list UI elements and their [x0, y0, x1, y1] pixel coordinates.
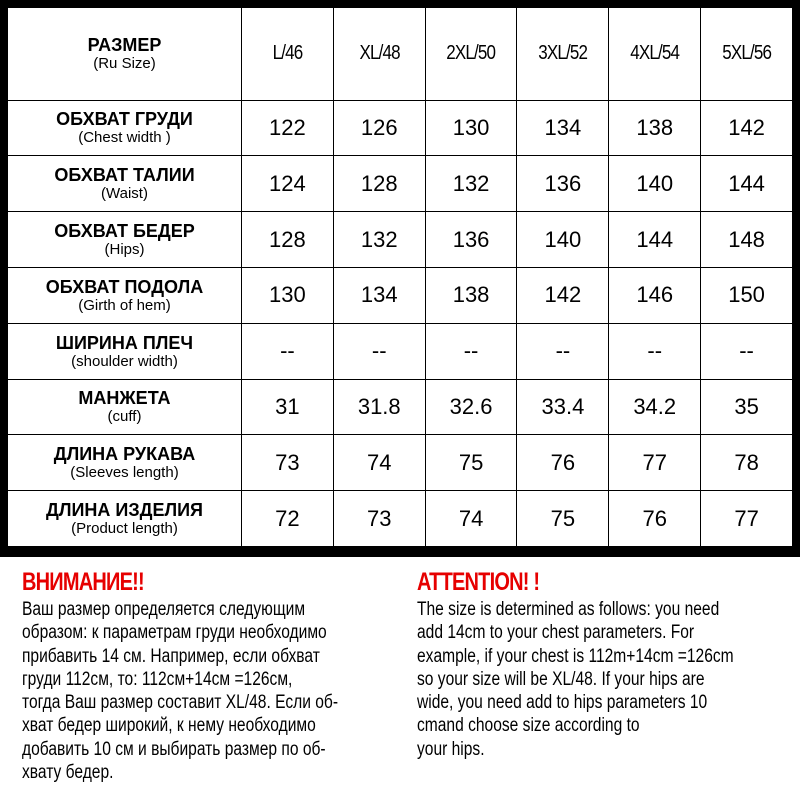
size-header [701, 8, 793, 101]
row-label-ru: МАНЖЕТА [78, 388, 171, 409]
value-cell: 132 [333, 212, 425, 268]
value-cell: 32.6 [425, 379, 517, 435]
value-cell: 128 [242, 212, 334, 268]
row-label-ru: ОБХВАТ ТАЛИИ [54, 165, 195, 186]
value-cell: 31.8 [333, 379, 425, 435]
row-label-cell [8, 100, 242, 156]
value-cell: -- [425, 323, 517, 379]
note-ru-title: ВНИМАНИЕ!! [22, 568, 144, 596]
value-cell: 138 [609, 100, 701, 156]
row-label-en: (Sleeves length) [70, 464, 179, 482]
size-label: L/46 [272, 42, 303, 65]
value-cell: 134 [517, 100, 609, 156]
value-cell: 142 [701, 100, 793, 156]
value-cell: 77 [701, 491, 793, 547]
value-cell: -- [609, 323, 701, 379]
note-russian [22, 566, 407, 784]
row-label-en: (Chest width ) [78, 129, 171, 147]
value-cell: 130 [242, 267, 334, 323]
value-cell: 146 [609, 267, 701, 323]
header-en: (Ru Size) [93, 55, 156, 73]
header-label-cell [8, 8, 242, 101]
note-line: The size is determined as follows: you need [417, 599, 720, 620]
note-line: so your size will be XL/48. If your hips are [417, 668, 705, 690]
value-cell: 74 [425, 491, 517, 547]
table-row [8, 156, 793, 212]
value-cell: 33.4 [517, 379, 609, 435]
row-label-cell [8, 156, 242, 212]
value-cell: 148 [701, 212, 793, 268]
table-row [8, 491, 793, 547]
value-cell: 142 [517, 267, 609, 323]
row-label-en: (Hips) [104, 241, 145, 258]
value-cell: 144 [609, 212, 701, 268]
size-label: 3XL/52 [538, 42, 588, 65]
value-cell: 73 [242, 435, 334, 491]
note-line: добавить 10 см и выбирать размер по об- [22, 738, 326, 760]
value-cell: 136 [517, 156, 609, 212]
note-line: cmand choose size according to [417, 715, 640, 737]
row-label-ru: ОБХВАТ ГРУДИ [56, 109, 193, 130]
note-en-title: ATTENTION! ! [417, 568, 540, 596]
note-line: хват бедер широкий, к нему необходимо [22, 715, 316, 737]
row-label-cell [8, 212, 242, 268]
value-cell: 77 [609, 435, 701, 491]
value-cell: 124 [242, 156, 334, 212]
row-label-en: (cuff) [107, 408, 142, 426]
value-cell: -- [333, 323, 425, 379]
note-line: wide, you need add to hips parameters 10 [417, 692, 708, 714]
value-cell: 128 [333, 156, 425, 212]
header-ru: РАЗМЕР [87, 35, 162, 56]
value-cell: 122 [242, 100, 334, 156]
note-line: груди 112см, то: 112см+14см =126см, [22, 668, 293, 690]
note-line: your hips. [417, 738, 485, 760]
value-cell: 132 [425, 156, 517, 212]
row-label-en: (Girth of hem) [78, 296, 171, 314]
row-label-cell [8, 491, 242, 547]
value-cell: 73 [333, 491, 425, 547]
row-label-ru: ДЛИНА РУКАВА [53, 444, 196, 465]
value-cell: 75 [425, 435, 517, 491]
size-header [425, 8, 517, 101]
size-header [333, 8, 425, 101]
note-line: прибавить 14 см. Например, если обхват [22, 645, 320, 667]
size-label: 2XL/50 [446, 42, 496, 65]
value-cell: 130 [425, 100, 517, 156]
note-line: тогда Ваш размер составит XL/48. Если об- [22, 692, 339, 714]
row-label-ru: ОБХВАТ ПОДОЛА [45, 276, 204, 297]
table-row [8, 379, 793, 435]
size-label: 4XL/54 [630, 42, 680, 65]
note-line: example, if your chest is 112m+14cm =126cm [417, 645, 734, 667]
table-row [8, 323, 793, 379]
value-cell: 35 [701, 379, 793, 435]
row-label-cell [8, 379, 242, 435]
value-cell: 140 [517, 212, 609, 268]
value-cell: 74 [333, 435, 425, 491]
table-row [8, 435, 793, 491]
value-cell: 140 [609, 156, 701, 212]
row-label-en: (Waist) [101, 185, 148, 203]
size-label: XL/48 [359, 42, 400, 65]
table-row [8, 212, 793, 268]
value-cell: 126 [333, 100, 425, 156]
size-label: 5XL/56 [722, 42, 771, 65]
value-cell: 76 [517, 435, 609, 491]
note-english [417, 566, 800, 761]
value-cell: -- [242, 323, 334, 379]
value-cell: 138 [425, 267, 517, 323]
value-cell: 75 [517, 491, 609, 547]
value-cell: -- [701, 323, 793, 379]
value-cell: 78 [701, 435, 793, 491]
table-row [8, 100, 793, 156]
size-header [609, 8, 701, 101]
value-cell: 34.2 [609, 379, 701, 435]
value-cell: 31 [242, 379, 334, 435]
row-label-ru: ДЛИНА ИЗДЕЛИЯ [46, 500, 203, 521]
table-header-row [8, 8, 793, 101]
table-row [8, 267, 793, 323]
value-cell: 76 [609, 491, 701, 547]
value-cell: 144 [701, 156, 793, 212]
value-cell: 134 [333, 267, 425, 323]
value-cell: 72 [242, 491, 334, 547]
note-line: образом: к параметрам груди необходимо [22, 622, 327, 644]
row-label-ru: ШИРИНА ПЛЕЧ [55, 332, 194, 353]
row-label-cell [8, 323, 242, 379]
note-line: Ваш размер определяется следующим [22, 599, 306, 620]
row-label-en: (Product length) [71, 520, 178, 538]
value-cell: -- [517, 323, 609, 379]
note-line: хвату бедер. [22, 762, 114, 784]
note-line: add 14cm to your chest parameters. For [417, 622, 695, 644]
row-label-ru: ОБХВАТ БЕДЕР [54, 221, 195, 241]
size-header [517, 8, 609, 101]
row-label-cell [8, 435, 242, 491]
row-label-en: (shoulder width) [71, 352, 178, 370]
value-cell: 136 [425, 212, 517, 268]
value-cell: 150 [701, 267, 793, 323]
size-header [242, 8, 334, 101]
row-label-cell [8, 267, 242, 323]
